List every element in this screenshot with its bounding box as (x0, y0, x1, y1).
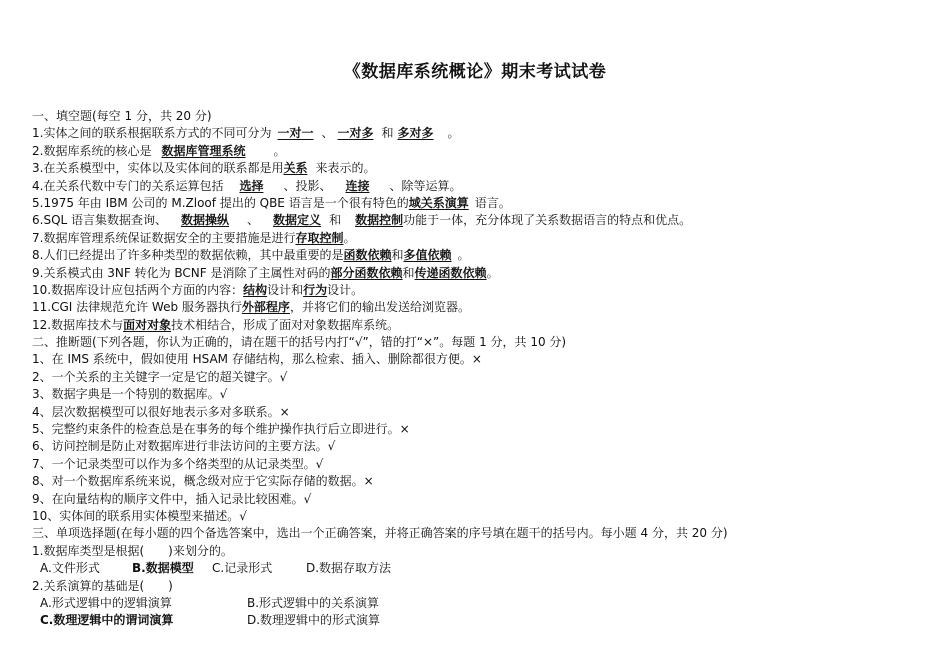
option-b: B.数据模型 (132, 561, 194, 576)
fill-question-3: 3.在关系模型中，实体以及实体间的联系都是用关系 来表示的。 (32, 161, 376, 176)
answer: 传递函数依赖 (414, 265, 487, 280)
option-a: A.文件形式 (40, 561, 100, 576)
answer: 部分函数依赖 (330, 265, 403, 280)
choice-question-2-options-ab (32, 595, 932, 612)
judge-item: 4、层次数据模型可以很好地表示多对多联系。× (32, 404, 290, 419)
fill-question-2: 2.数据库系统的核心是 数据库管理系统 。 (32, 143, 286, 158)
answer: 连接 (345, 178, 370, 193)
answer: 函数依赖 (343, 248, 392, 263)
answer: 选择 (239, 178, 264, 193)
fill-question-1: 1.实体之间的联系根据联系方式的不同可分为 一对一 、 一对多 和 多对多 。 (32, 126, 460, 141)
answer: 关系 (283, 161, 308, 176)
judge-item: 7、一个记录类型可以作为多个络类型的从记录类型。√ (32, 456, 324, 471)
answer: 一对多 (337, 126, 374, 141)
fill-question-7: 7.数据库管理系统保证数据安全的主要措施是进行存取控制。 (32, 230, 356, 245)
option-c: C.数理逻辑中的谓词演算 (40, 613, 174, 628)
judge-item: 10、实体间的联系用实体模型来描述。√ (32, 508, 247, 523)
option-d: D.数理逻辑中的形式演算 (247, 613, 381, 628)
judge-item: 9、在向量结构的顺序文件中，插入记录比较困难。√ (32, 491, 312, 506)
judge-item: 3、数据字典是一个特别的数据库。√ (32, 387, 228, 402)
section2-header: 二、推断题(下列各题，你认为正确的，请在题干的括号内打“√”，错的打“×”。每题 1 分，共 10 分) (32, 335, 567, 350)
judge-item: 2、一个关系的主关键字一定是它的超关键字。√ (32, 369, 288, 384)
answer: 外部程序 (241, 300, 290, 315)
answer: 行为 (303, 282, 328, 297)
answer: 面对对象 (123, 317, 172, 332)
judge-item: 1、在 IMS 系统中，假如使用 HSAM 存储结构，那么检索、插入、删除都很方便。× (32, 352, 482, 367)
answer: 数据控制 (355, 213, 404, 228)
section3-header: 三、单项选择题(在每小题的四个备选答案中，选出一个正确答案，并将正确答案的序号填在题干的括号内。每小题 4 分，共 20 分) (32, 526, 728, 541)
answer: 数据定义 (273, 213, 322, 228)
page-title: 《数据库系统概论》期末考试试卷 (343, 62, 607, 82)
fill-question-9: 9.关系模式由 3NF 转化为 BCNF 是消除了主属性对码的部分函数依赖和传递函数依赖。 (32, 265, 499, 280)
section1-header: 一、填空题(每空 1 分，共 20 分) (32, 109, 212, 123)
answer: 一对一 (277, 126, 314, 141)
answer: 多值依赖 (403, 248, 452, 263)
answer: 结构 (243, 282, 268, 297)
option-a: A.形式逻辑中的逻辑演算 (40, 595, 172, 610)
fill-question-11: 11.CGI 法律规范允许 Web 服务器执行外部程序，并将它们的输出发送给浏览器。 (32, 300, 470, 315)
answer: 多对多 (397, 126, 434, 141)
choice-question-1-options (32, 560, 932, 577)
fill-question-8: 8.人们已经提出了许多种类型的数据依赖，其中最重要的是函数依赖和多值依赖 。 (32, 248, 470, 263)
judge-item: 8、对一个数据库系统来说，概念级对应于它实际存储的数据。× (32, 474, 374, 489)
judge-item: 5、完整约束条件的检查总是在事务的每个维护操作执行后立即进行。× (32, 422, 410, 437)
option-c: C.记录形式 (212, 561, 273, 576)
option-b: B.形式逻辑中的关系演算 (247, 595, 380, 610)
choice-question-1-stem: 1.数据库类型是根据( )来划分的。 (32, 543, 233, 558)
fill-question-5: 5.1975 年由 IBM 公司的 M.Zloof 提出的 QBE 语言是一个很有特色的域关系演算 语言。 (32, 195, 511, 210)
option-d: D.数据存取方法 (306, 561, 392, 576)
choice-question-2-options-cd (32, 612, 932, 629)
fill-question-10: 10.数据库设计应包括两个方面的内容：结构设计和行为设计。 (32, 282, 364, 297)
answer: 存取控制 (295, 230, 344, 245)
exam-content (32, 108, 932, 630)
judge-item: 6、访问控制是防止对数据库进行非法访问的主要方法。√ (32, 439, 336, 454)
answer: 数据操纵 (181, 213, 230, 228)
answer: 域关系演算 (408, 195, 469, 210)
choice-question-2-stem: 2.关系演算的基础是( ) (32, 578, 173, 593)
fill-question-4: 4.在关系代数中专门的关系运算包括 选择 、投影、 连接 、除等运算。 (32, 178, 462, 193)
fill-question-6: 6.SQL 语言集数据查询、 数据操纵 、 数据定义 和 数据控制功能于一体，充分体现了关系数据语言的特点和优点。 (32, 213, 692, 228)
fill-question-12: 12.数据库技术与面对对象技术相结合，形成了面对对象数据库系统。 (32, 317, 400, 332)
answer: 数据库管理系统 (161, 143, 246, 158)
